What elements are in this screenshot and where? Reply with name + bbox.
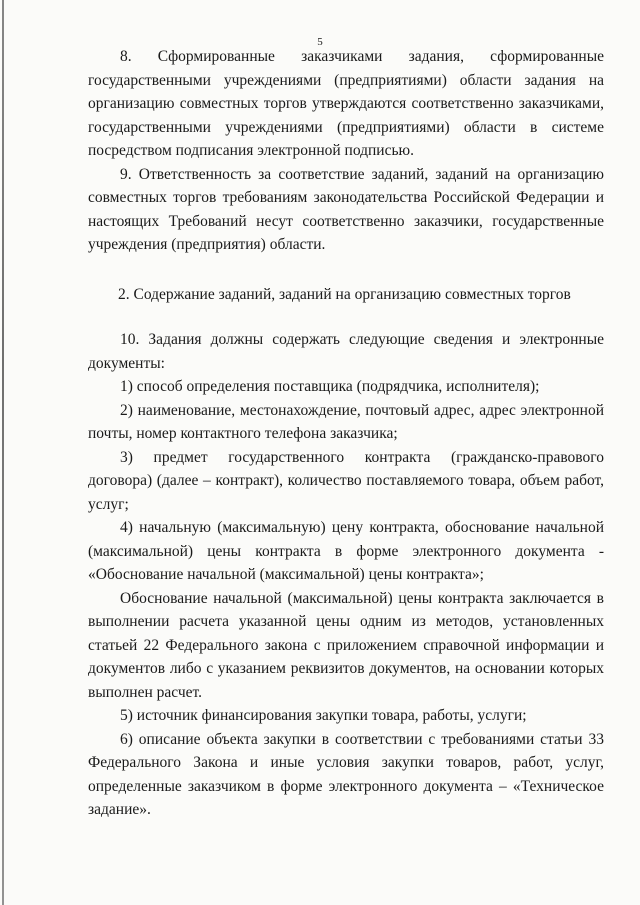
clauses-8-9 (88, 45, 604, 257)
list-item-4: 4) начальную (максимальную) цену контракта, обоснование начальной (максимальной) цены контракта в форме электронного документа - «Обоснование начальной (максимальной) цены контракта»; (88, 519, 604, 583)
page-number: 5 (317, 36, 323, 48)
list-item-2: 2) наименование, местонахождение, почтовый адрес, адрес электронной почты, номер контактного телефона заказчика; (88, 401, 604, 442)
list-item-6: 6) описание объекта закупки в соответствии с требованиями статьи 33 Федерального Закона и иные условия закупки товаров, работ, услуг, определенные заказчиком в форме электронного документа – «Техническое задание». (88, 730, 604, 818)
list-item-5: 5) источник финансирования закупки товара, работы, услуги; (120, 707, 527, 724)
clause-10-intro: 10. Задания должны содержать следующие сведения и электронные документы: (88, 331, 604, 372)
clause-10-block (88, 328, 604, 822)
price-justification-paragraph: Обоснование начальной (максимальной) цены контракта заключается в выполнении расчета указанной цены одним из методов, установленных статьей 22 Федерального закона с приложением справочной информации и документов либо с указанием реквизитов документов, на основании которых выполнен расчет. (88, 589, 604, 701)
section-heading: 2. Содержание заданий, заданий на организацию совместных торгов (118, 286, 571, 303)
list-item-1: 1) способ определения поставщика (подрядчика, исполнителя); (120, 378, 540, 395)
clause-8: 8. Сформированные заказчиками задания, сформированные государственными учреждениями (предприятиями) области задания на организацию совместных торгов утверждаются соответственно заказчиками, государственными учреждениями (предприятиями) области в системе посредством подписания электронной подписью. (88, 48, 604, 159)
clause-9: 9. Ответственность за соответствие заданий, заданий на организацию совместных торгов требованиям законодательства Российской Федерации и настоящих Требований несут соответственно заказчики, государственные учреждения (предприятия) области. (88, 165, 604, 253)
page-edge-shadow (2, 0, 4, 905)
list-item-3: 3) предмет государственного контракта (гражданско-правового договора) (далее – контракт), количество поставляемого товара, объем работ, услуг; (88, 448, 604, 513)
